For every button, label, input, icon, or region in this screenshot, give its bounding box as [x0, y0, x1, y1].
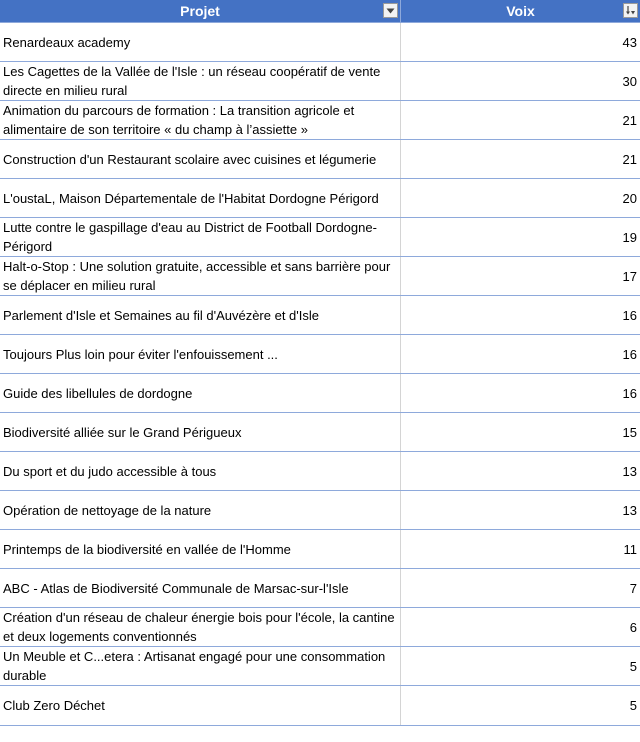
voix-cell-value: 16 — [622, 307, 637, 323]
voix-cell[interactable] — [401, 101, 640, 139]
table-row — [0, 452, 640, 491]
projet-cell-text: Création d'un réseau de chaleur énergie bois pour l'école, la cantine et deux logements conventionnés — [3, 610, 395, 644]
projet-cell-text: Biodiversité alliée sur le Grand Périgueux — [3, 424, 242, 440]
projet-cell-text: Halt-o-Stop : Une solution gratuite, accessible et sans barrière pour se déplacer en milieu rural — [3, 259, 391, 293]
projet-cell-text: Les Cagettes de la Vallée de l'Isle : un réseau coopératif de vente directe en milieu rural — [3, 64, 381, 98]
projet-cell[interactable] — [0, 101, 401, 139]
projet-cell[interactable] — [0, 491, 401, 529]
voix-cell[interactable] — [401, 452, 640, 490]
projet-cell-text: Construction d'un Restaurant scolaire avec cuisines et légumerie — [3, 151, 377, 167]
voix-cell[interactable] — [401, 218, 640, 256]
voix-cell-value: 13 — [622, 463, 637, 479]
voix-cell[interactable] — [401, 179, 640, 217]
voix-cell-value: 15 — [622, 424, 637, 440]
projet-cell-text: L'oustaL, Maison Départementale de l'Habitat Dordogne Périgord — [3, 190, 379, 206]
projet-cell[interactable] — [0, 296, 401, 334]
table-row — [0, 413, 640, 452]
voix-cell-value: 13 — [622, 502, 637, 518]
table-body — [0, 22, 640, 726]
voix-cell[interactable] — [401, 140, 640, 178]
projet-cell[interactable] — [0, 374, 401, 412]
voix-cell-value: 5 — [629, 658, 637, 674]
table-row — [0, 62, 640, 101]
table-row — [0, 608, 640, 647]
projet-cell-text: Opération de nettoyage de la nature — [3, 502, 212, 518]
table-row — [0, 530, 640, 569]
table-row — [0, 335, 640, 374]
voix-cell[interactable] — [401, 374, 640, 412]
table-row — [0, 374, 640, 413]
table-row — [0, 179, 640, 218]
projet-cell[interactable] — [0, 452, 401, 490]
projet-cell[interactable] — [0, 257, 401, 295]
voix-cell[interactable] — [401, 608, 640, 646]
table-row — [0, 491, 640, 530]
voix-cell-value: 16 — [622, 346, 637, 362]
voix-cell-value: 17 — [622, 268, 637, 284]
projet-cell-text: Parlement d'Isle et Semaines au fil d'Auvézère et d'Isle — [3, 307, 319, 323]
table-row — [0, 569, 640, 608]
projet-filter-button[interactable] — [383, 3, 398, 18]
voix-cell-value: 5 — [629, 698, 637, 713]
table-row — [0, 296, 640, 335]
projet-cell[interactable] — [0, 413, 401, 451]
table-row — [0, 23, 640, 62]
projet-cell[interactable] — [0, 608, 401, 646]
table-header-row — [0, 0, 640, 22]
projet-cell-text: Animation du parcours de formation : La transition agricole et alimentaire de son territoire « du champ à l’assiette » — [3, 103, 355, 137]
voix-cell[interactable] — [401, 23, 640, 61]
voix-cell[interactable] — [401, 62, 640, 100]
projet-cell[interactable] — [0, 218, 401, 256]
column-header-projet[interactable] — [0, 0, 401, 22]
voix-sort-filter-button[interactable] — [623, 3, 638, 18]
voix-cell-value: 7 — [629, 580, 637, 596]
projet-cell[interactable] — [0, 23, 401, 61]
dropdown-arrow-icon — [386, 8, 395, 14]
column-header-voix-label: Voix — [506, 3, 535, 19]
voix-cell-value: 6 — [629, 619, 637, 635]
table-row — [0, 686, 640, 726]
voix-cell[interactable] — [401, 257, 640, 295]
projet-cell-text: Printemps de la biodiversité en vallée de l'Homme — [3, 541, 291, 557]
voix-cell[interactable] — [401, 491, 640, 529]
voix-cell[interactable] — [401, 569, 640, 607]
voix-cell-value: 21 — [622, 151, 637, 167]
column-header-voix[interactable] — [401, 0, 640, 22]
voix-cell[interactable] — [401, 296, 640, 334]
projet-cell-text: Un Meuble et C...etera : Artisanat engagé pour une consommation durable — [3, 649, 386, 683]
projet-cell[interactable] — [0, 686, 401, 725]
projet-cell[interactable] — [0, 530, 401, 568]
table-row — [0, 101, 640, 140]
column-header-projet-label: Projet — [180, 3, 220, 19]
table-row — [0, 257, 640, 296]
projet-cell[interactable] — [0, 335, 401, 373]
voix-cell-value: 19 — [622, 229, 637, 245]
projet-cell-text: Guide des libellules de dordogne — [3, 385, 193, 401]
table-row — [0, 647, 640, 686]
projet-cell[interactable] — [0, 62, 401, 100]
voix-cell-value: 16 — [622, 385, 637, 401]
projet-cell-text: Lutte contre le gaspillage d'eau au District de Football Dordogne-Périgord — [3, 220, 377, 254]
projet-cell[interactable] — [0, 569, 401, 607]
projet-cell-text: Renardeaux academy — [3, 34, 131, 50]
sort-descending-icon — [625, 5, 636, 16]
voix-cell[interactable] — [401, 413, 640, 451]
projet-cell[interactable] — [0, 647, 401, 685]
voix-cell[interactable] — [401, 335, 640, 373]
table-row — [0, 218, 640, 257]
voix-cell-value: 21 — [622, 112, 637, 128]
projet-cell[interactable] — [0, 179, 401, 217]
voix-cell-value: 30 — [622, 73, 637, 89]
voix-cell[interactable] — [401, 530, 640, 568]
voix-cell-value: 20 — [622, 190, 637, 206]
projet-cell-text: ABC - Atlas de Biodiversité Communale de Marsac-sur-l'Isle — [3, 580, 349, 596]
voix-cell-value: 11 — [623, 541, 637, 557]
table-row — [0, 140, 640, 179]
voix-cell[interactable] — [401, 647, 640, 685]
projet-cell-text: Du sport et du judo accessible à tous — [3, 463, 217, 479]
projet-cell-text: Club Zero Déchet — [3, 698, 105, 713]
voix-cell[interactable] — [401, 686, 640, 725]
projet-cell-text: Toujours Plus loin pour éviter l'enfouissement ... — [3, 346, 278, 362]
projet-cell[interactable] — [0, 140, 401, 178]
voix-cell-value: 43 — [622, 34, 637, 50]
